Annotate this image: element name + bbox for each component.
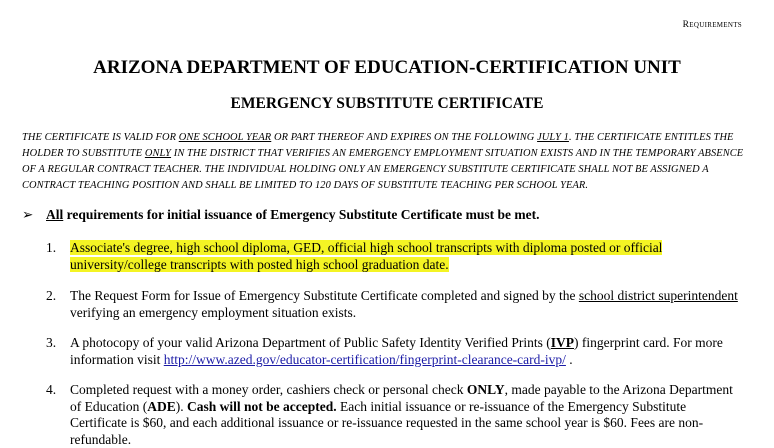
highlighted-text: Associate's degree, high school diploma, GED, official high school transcripts with diploma posted or official university/college transcripts with posted high school graduation date. <box>70 240 663 272</box>
arrow-bullet-icon: ➢ <box>22 207 34 222</box>
requirements-intro: ➢ All requirements for initial issuance of Emergency Substitute Certificate must be met. <box>22 207 540 222</box>
intro-paragraph: THE CERTIFICATE IS VALID FOR ONE SCHOOL YEAR OR PART THEREOF AND EXPIRES ON THE FOLLOWING JULY 1. THE CERTIFICATE ENTITLES THE HOLDER TO SUBSTITUTE ONLY IN THE DISTRICT THAT VERIFIES AN EMERGENCY EMPLOYMENT SITUATION EXISTS AND IN THE TEMPORARY ABSENCE OF A REGULAR CONTRACT TEACHER. THE INDIVIDUAL HOLDING ONLY AN EMERGENCY SUBSTITUTE CERTIFICATE SHALL NOT BE ASSIGNED A CONTRACT TEACHING POSITION AND SHALL BE LIMITED TO 120 DAYS OF SUBSTITUTE TEACHING PER SCHOOL YEAR. <box>22 132 744 192</box>
document-title: ARIZONA DEPARTMENT OF EDUCATION-CERTIFICATION UNIT <box>93 57 681 78</box>
document-subtitle: EMERGENCY SUBSTITUTE CERTIFICATE <box>230 95 544 112</box>
fingerprint-info-link[interactable]: http://www.azed.gov/educator-certification/fingerprint-clearance-card-ivp/ <box>163 351 566 367</box>
header-label: Requirements <box>682 20 742 30</box>
